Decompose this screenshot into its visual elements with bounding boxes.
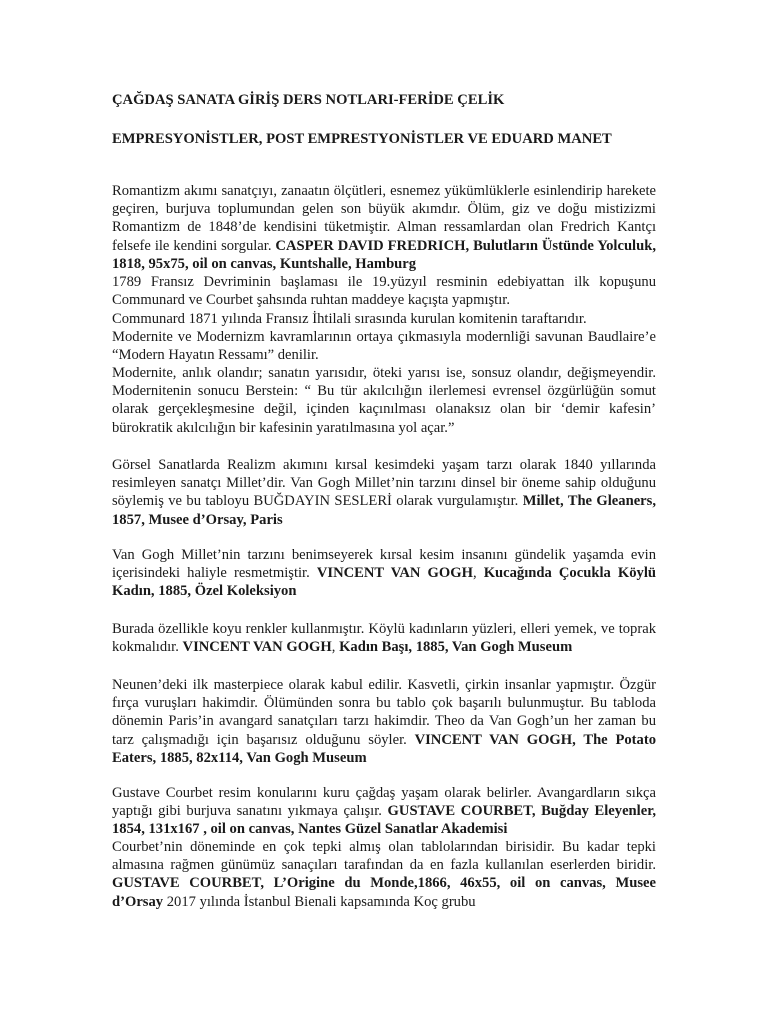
text-run: Görsel Sanatlarda Realizm akımını kırsal kesimdeki yaşam tarzı olarak 1840 yıllarında resimleyen sanatçı Millet’dir. Van Gogh Millet’nin tarzını dinsel bir öneme sahip olduğunu söylemiş ve bu tabloyu BUĞDAYIN SESLERİ olarak vurgulamıştır. <box>112 457 656 510</box>
text-run: Gustave Courbet resim konularını kuru çağdaş yaşam olarak belirler. Avangardların sıkça yaptığı gibi burjuva sanatını yıkmaya çalışır. <box>112 785 656 820</box>
paragraph-romanticism <box>112 182 656 273</box>
paragraph-french-revolution <box>112 273 656 309</box>
artist-name: VINCENT VAN GOGH <box>316 565 473 582</box>
text-run: Van Gogh Millet’nin tarzını benimseyerek kırsal kesim insanını gündelik yaşamda evin içerisindeki haliyle resmetmiştir. <box>112 547 656 582</box>
document-subtitle: EMPRESYONİSTLER, POST EMPRESTYONİSTLER VE EDUARD MANET <box>112 131 612 147</box>
artwork-citation: CASPER DAVID FREDRICH, Bulutların Üstünde Yolculuk, 1818, 95x75, oil on canvas, Kuntshalle, Hamburg <box>112 237 656 272</box>
text-run: , <box>331 639 340 656</box>
text-run: , <box>472 565 484 582</box>
text-run: Burada özellikle koyu renkler kullanmıştır. Köylü kadınların yüzleri, elleri yemek, ve toprak kokmalıdır. <box>112 621 656 656</box>
text-run: 1789 Fransız Devriminin başlaması ile 19.yüzyıl resminin edebiyattan ilk kopuşunu Communard ve Courbet şahsında ruhtan maddeye kaçışta yapmıştır. <box>112 274 656 309</box>
paragraph-potato-eaters <box>112 676 656 767</box>
paragraph-van-gogh-peasant-woman <box>112 546 656 601</box>
paragraph-realism-millet <box>112 456 656 529</box>
artwork-citation: GUSTAVE COURBET, Buğday Eleyenler, 1854, 131x167 , oil on canvas, Nantes Güzel Sanatlar Akademisi <box>112 803 656 838</box>
paragraph-communard <box>112 310 656 328</box>
paragraph-van-gogh-head <box>112 620 656 656</box>
artist-name: VINCENT VAN GOGH <box>182 639 332 656</box>
paragraph-courbet-origine <box>112 838 656 911</box>
artwork-citation: GUSTAVE COURBET, L’Origine du Monde,1866, 46x55, oil on canvas, Musee d’Orsay <box>112 875 656 910</box>
paragraph-modernism <box>112 328 656 364</box>
artwork-citation: Kadın Başı, 1885, Van Gogh Museum <box>339 639 573 656</box>
text-run: Courbet’nin döneminde en çok tepki almış olan tablolarından birisidir. Bu kadar tepki almasına rağmen günümüz sanaçıları tarafından da en fazla kullanılan eserlerden biridir. <box>112 839 656 874</box>
document-title: ÇAĞDAŞ SANATA GİRİŞ DERS NOTLARI-FERİDE ÇELİK <box>112 92 505 108</box>
text-run: 2017 yılında İstanbul Bienali kapsamında Koç grubu <box>163 893 476 910</box>
text-run: Modernite, anlık olandır; sanatın yarısıdır, öteki yarısı ise, sonsuz olandır, değişmeyendir. Modernitenin sonucu Berstein: “ Bu tür akılcılığın ilerlemesi evrensel özgürlüğün somut olarak gerçekleşmesine değil, içinden kaçınılması olanaksız olan bir ‘demir kafesin’ bürokratik akılcılığın bir kafesinin yaratılmasına yol açar.” <box>112 365 656 436</box>
paragraph-modernity <box>112 364 656 437</box>
text-run: Modernite ve Modernizm kavramlarının ortaya çıkmasıyla modernliği savunan Baudlaire’e “Modern Hayatın Ressamı” denilir. <box>112 329 656 364</box>
text-run: Communard 1871 yılında Fransız İhtilali sırasında kurulan komitenin taraftarıdır. <box>112 311 587 327</box>
artwork-citation: Millet, The Gleaners, 1857, Musee d’Orsay, Paris <box>112 493 656 528</box>
artwork-citation: Kucağında Çocukla Köylü Kadın, 1885, Özel Koleksiyon <box>112 565 656 600</box>
paragraph-courbet-sifters <box>112 784 656 839</box>
artwork-citation: VINCENT VAN GOGH, The Potato Eaters, 1885, 82x114, Van Gogh Museum <box>112 731 656 766</box>
text-run: Neunen’deki ilk masterpiece olarak kabul edilir. Kasvetli, çirkin insanlar yapmıştır. Özgür fırça vuruşları hakimdir. Ölümünden sonra bu tablo çok başarılı bulunmuştur. Bu tabloda dönemin Paris’in avangard sanatçıları tarzı hakimdir. Theo da Van Gogh’un her zaman bu tarz çalışmadığı için başarısız olduğunu söyler. <box>112 677 656 748</box>
text-run: Romantizm akımı sanatçıyı, zanaatın ölçütleri, esnemez yükümlüklerle esinlendirip harekete geçiren, burjuva toplumundan gelen son büyük akımdır. Ölüm, giz ve doğu mistizizmi Romantizm de 1848’de kendisini tüketmiştir. Alman ressamlardan olan Fredrich Kantçı felsefe ile kendini sorgular. <box>112 183 656 254</box>
